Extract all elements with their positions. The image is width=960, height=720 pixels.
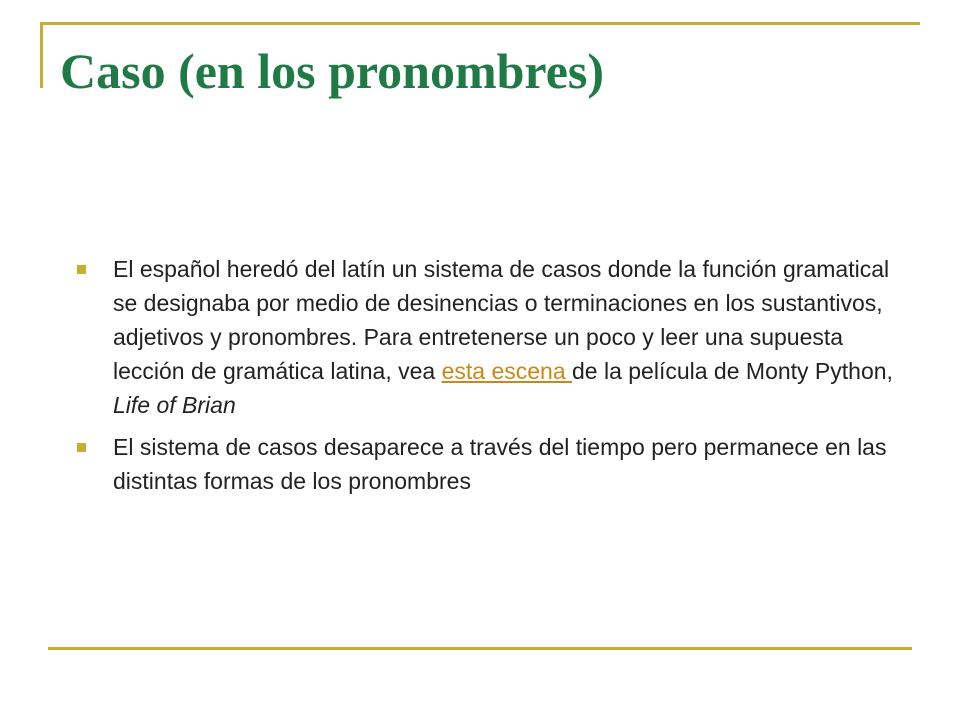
bullet-1-text: El español heredó del latín un sistema de casos donde la función gramatical se designaba por medio de desinencias o terminaciones en los sustantivos, adjetivos y pronombres. Para entretenerse un poco y leer una supuesta lección de gramática latina, vea (113, 256, 890, 384)
bullet-2-text: El sistema de casos desaparece a través del tiempo pero permanece en las distintas formas de los pronombres (113, 434, 887, 494)
bullet-list (70, 252, 906, 506)
bullet-1-text-after-link: de la película de Monty Python, (572, 358, 893, 384)
film-title: Life of Brian (113, 392, 236, 418)
bullet-item-2 (70, 430, 906, 498)
top-frame-line (40, 22, 920, 25)
square-bullet-icon (77, 443, 86, 452)
square-bullet-icon (77, 265, 86, 274)
slide-title: Caso (en los pronombres) (60, 43, 605, 99)
bottom-frame-line (48, 647, 912, 650)
bullet-item-1 (70, 252, 906, 422)
left-frame-line (40, 22, 43, 88)
esta-escena-link[interactable]: esta escena (441, 358, 572, 384)
